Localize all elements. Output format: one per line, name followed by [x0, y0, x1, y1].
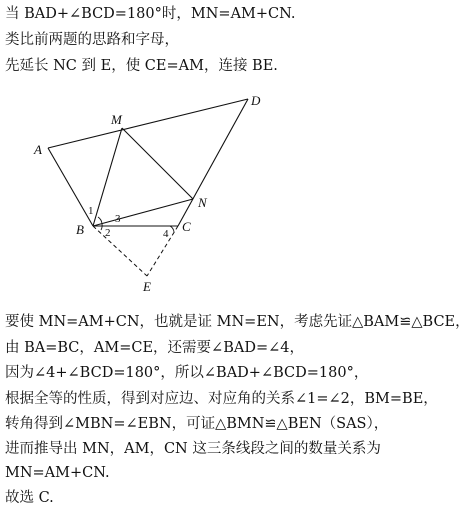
body-line-7: MN=AM+CN.	[5, 465, 110, 481]
segment-BN	[93, 199, 193, 226]
segment-DC	[178, 99, 248, 226]
angle-label-3: 3	[115, 213, 121, 225]
geometry-figure	[0, 90, 470, 300]
point-label-B: B	[76, 222, 84, 237]
angle-arc-1	[98, 217, 102, 224]
body-line-5: 转角得到∠MBN=∠EBN，可证△BMN≌△BEN（SAS），	[5, 416, 389, 432]
point-label-D: D	[251, 93, 261, 108]
intro-line-2: 类比前两题的思路和字母，	[5, 32, 179, 48]
point-label-M: M	[111, 112, 122, 127]
segment-BE-dashed	[93, 226, 147, 276]
point-label-A: A	[34, 142, 42, 157]
segment-AB	[48, 148, 93, 226]
body-line-8: 故选 C.	[5, 490, 54, 506]
angle-label-2: 2	[105, 227, 111, 239]
intro-line-3: 先延长 NC 到 E，使 CE=AM，连接 BE.	[5, 58, 278, 74]
body-line-6: 进而推导出 MN，AM，CN 这三条线段之间的数量关系为	[5, 441, 381, 457]
segment-MN	[122, 128, 193, 199]
point-label-C: C	[182, 219, 191, 234]
segment-AD	[48, 99, 248, 148]
point-label-N: N	[198, 195, 207, 210]
point-label-E: E	[143, 279, 151, 294]
angle-label-1: 1	[88, 205, 94, 217]
angle-arc-2	[101, 224, 102, 230]
body-line-1: 要使 MN=AM+CN，也就是证 MN=EN，考虑先证△BAM≌△BCE，	[5, 314, 470, 330]
segment-BM	[93, 128, 122, 226]
body-line-4: 根据全等的性质，得到对应边、对应角的关系∠1=∠2，BM=BE，	[5, 391, 438, 407]
body-line-3: 因为∠4+∠BCD=180°，所以∠BAD+∠BCD=180°，	[5, 365, 369, 381]
intro-line-1: 当 BAD+∠BCD=180°时，MN=AM+CN.	[5, 6, 296, 22]
angle-arc-4	[170, 226, 174, 232]
angle-label-4: 4	[163, 228, 169, 240]
body-line-2: 由 BA=BC，AM=CE，还需要∠BAD=∠4，	[5, 340, 304, 356]
